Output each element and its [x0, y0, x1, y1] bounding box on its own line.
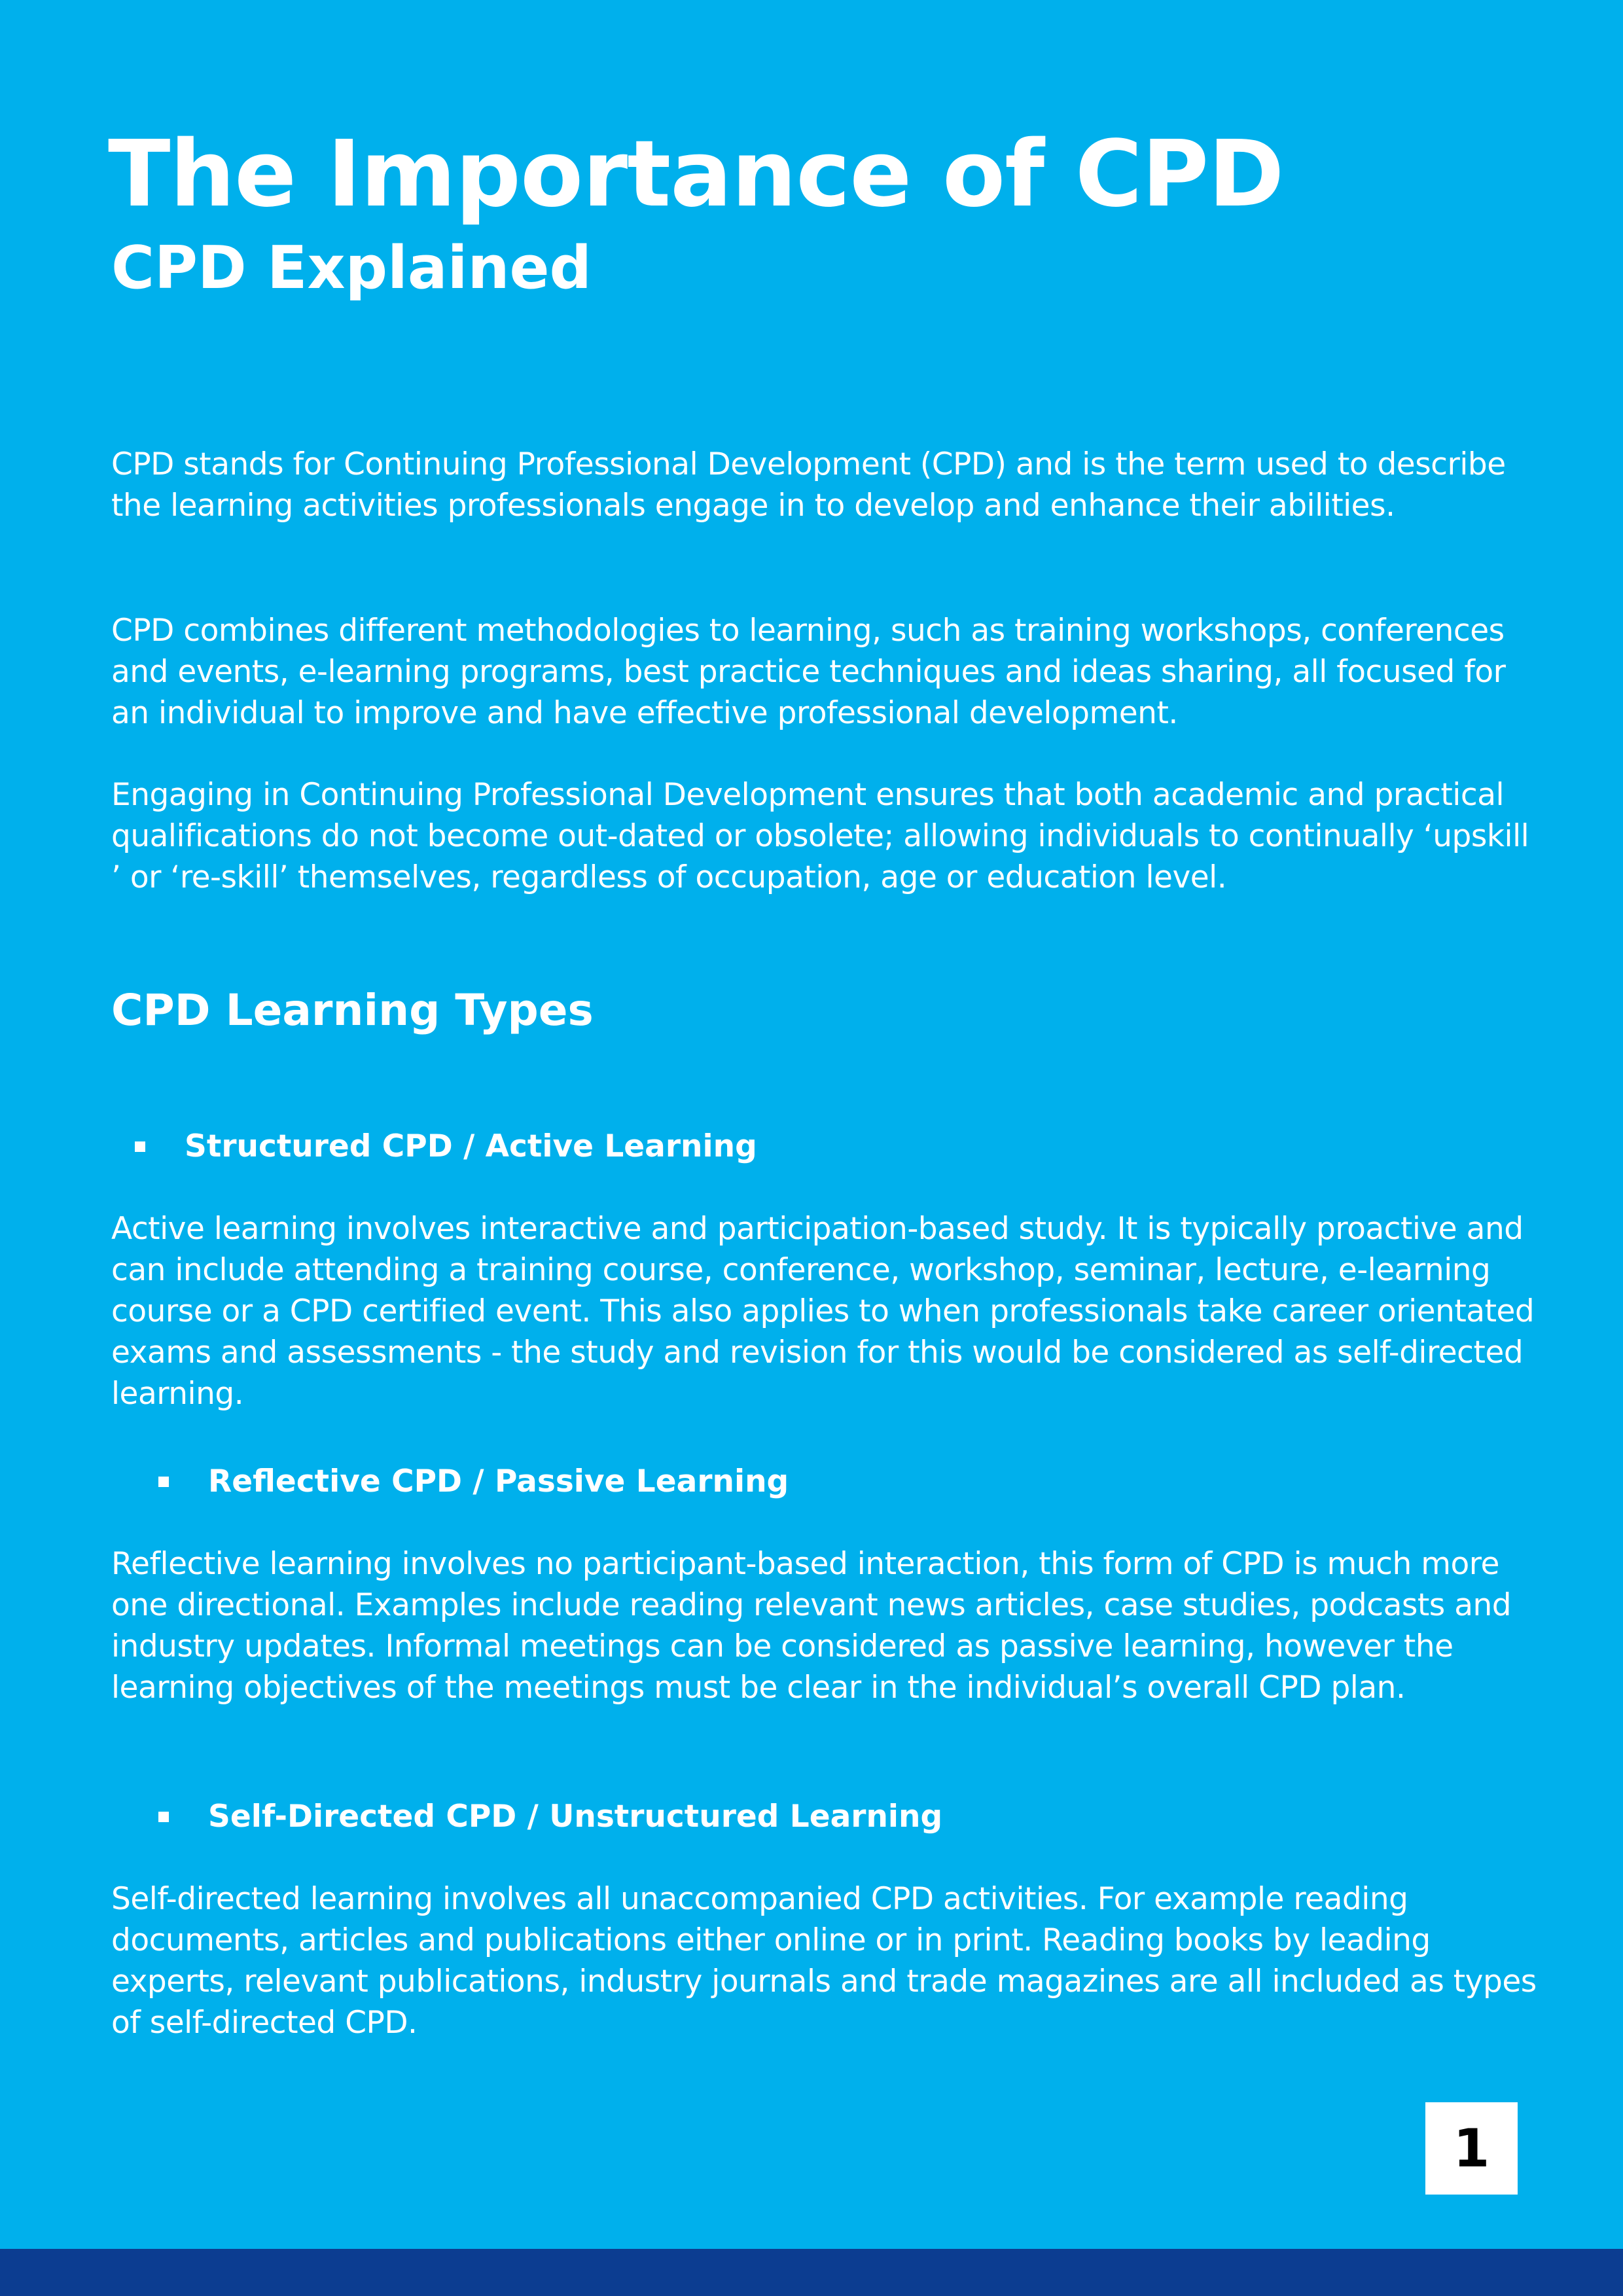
learning-type-description: Active learning involves interactive and participation-based study. It is typically proactive and can include attending a training course, conference, workshop, seminar, lecture, e-learning course or a CPD certified event. This also applies to when professionals take career orientated exams and assessments - the study and revision for this would be considered as self-directed learning.: [111, 1211, 1535, 1412]
footer-bar: [0, 2249, 1623, 2296]
learning-type-description: Self-directed learning involves all unaccompanied CPD activities. For example reading documents, articles and publications either online or in print. Reading books by leading experts, relevant publications, industry journals and trade magazines are all included as types of self-directed CPD.: [111, 1881, 1537, 2041]
square-bullet-icon: [158, 1812, 169, 1822]
square-bullet-icon: [135, 1141, 145, 1152]
learning-type-title: Reflective CPD / Passive Learning: [208, 1463, 789, 1499]
learning-type-title: Structured CPD / Active Learning: [185, 1128, 757, 1164]
intro-paragraph: Engaging in Continuing Professional Development ensures that both academic and practical qualifications do not become out-dated or obsolete; allowing individuals to continually ‘upskill ’ or ‘re-skill’ themselves, regardless of occupation, age or education level.: [111, 777, 1529, 895]
learning-type-bullet: [158, 1463, 789, 1499]
learning-type-bullet: [135, 1128, 757, 1164]
learning-type-description: Reflective learning involves no participant-based interaction, this form of CPD is much more one directional. Examples include reading relevant news articles, case studies, podcasts and industry updates. Informal meetings can be considered as passive learning, however the learning objectives of the meetings must be clear in the individual’s overall CPD plan.: [111, 1546, 1512, 1706]
page-number: 1: [1425, 2102, 1518, 2195]
intro-paragraph: CPD combines different methodologies to learning, such as training workshops, conferences and events, e-learning programs, best practice techniques and ideas sharing, all focused for an individual to improve and have effective professional development.: [111, 613, 1506, 731]
learning-type-title: Self-Directed CPD / Unstructured Learning: [208, 1799, 943, 1835]
section-heading: CPD Learning Types: [111, 985, 594, 1035]
square-bullet-icon: [158, 1477, 169, 1487]
intro-paragraph: CPD stands for Continuing Professional Development (CPD) and is the term used to describe the learning activities professionals engage in to develop and enhance their abilities.: [111, 446, 1506, 524]
page-title: The Importance of CPD: [108, 121, 1284, 228]
learning-type-bullet: [158, 1799, 942, 1835]
page-subtitle: CPD Explained: [111, 234, 592, 302]
